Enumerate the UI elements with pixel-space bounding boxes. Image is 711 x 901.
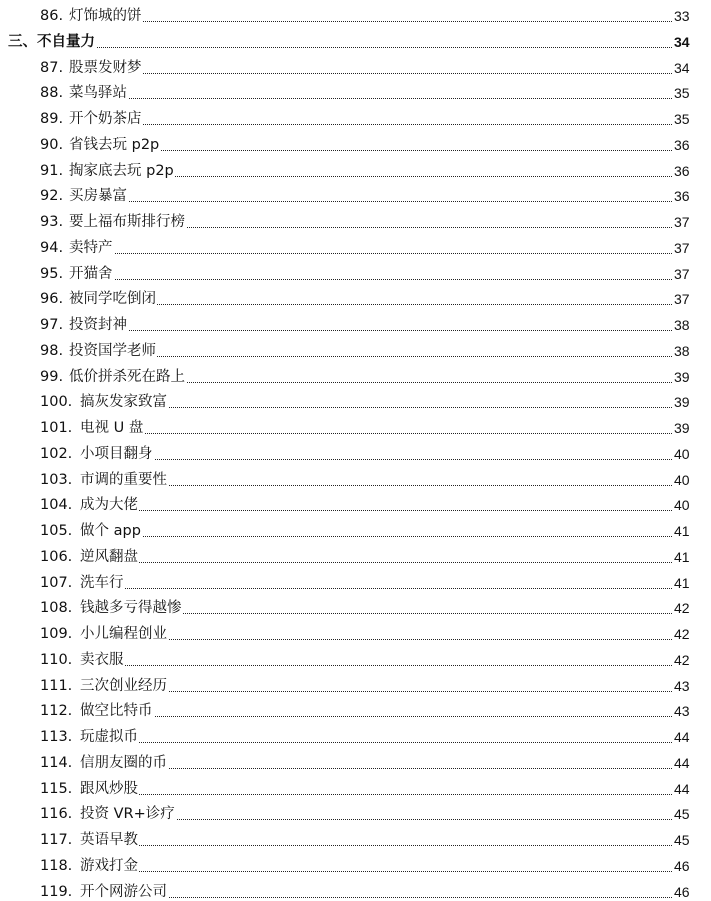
toc-entry-number: 114. xyxy=(40,754,73,771)
toc-entry[interactable] xyxy=(0,283,711,308)
toc-entry-title: 买房暴富 xyxy=(69,188,127,205)
toc-entry-title: 股票发财梦 xyxy=(69,59,142,76)
toc-entry-title: 卖衣服 xyxy=(80,651,124,668)
toc-entry-title: 跟风炒股 xyxy=(80,780,138,797)
toc-entry-number: 92. xyxy=(40,188,64,205)
toc-entry[interactable] xyxy=(0,773,711,798)
toc-entry-number: 96. xyxy=(40,291,64,308)
toc-entry[interactable] xyxy=(0,721,711,746)
toc-leader-dots xyxy=(90,407,672,408)
toc-entry[interactable] xyxy=(0,747,711,772)
toc-page-number: 37 xyxy=(674,291,690,308)
toc-page-number: 41 xyxy=(674,574,690,591)
toc-entry-title: 掏家底去玩 p2p xyxy=(69,162,174,179)
toc-entry-title: 小儿编程创业 xyxy=(80,626,167,642)
toc-entry-number: 86. xyxy=(40,8,64,24)
toc-entry[interactable] xyxy=(0,695,711,720)
toc-page-number: 45 xyxy=(674,832,690,848)
toc-page-number: 37 xyxy=(674,265,690,282)
toc-leader-dots xyxy=(79,356,672,357)
toc-entry-number: 88. xyxy=(40,85,64,102)
toc-entry-number: 110. xyxy=(40,651,73,668)
toc-page-number: 33 xyxy=(674,8,690,24)
toc-page-number: 46 xyxy=(674,883,690,900)
toc-entry-title: 三、不自量力 xyxy=(8,33,95,50)
toc-entry-number: 119. xyxy=(40,883,73,900)
toc-entry-title: 信朋友圈的币 xyxy=(80,754,167,771)
toc-entry[interactable] xyxy=(0,644,711,669)
toc-entry[interactable] xyxy=(0,412,711,437)
toc-leader-dots xyxy=(90,819,672,820)
toc-entry-number: 87. xyxy=(40,59,64,76)
toc-leader-dots xyxy=(90,691,672,692)
toc-entry-title: 做空比特币 xyxy=(80,703,153,720)
toc-entry-number: 97. xyxy=(40,317,64,333)
toc-entry[interactable] xyxy=(0,309,711,334)
toc-page-number: 35 xyxy=(674,85,690,102)
toc-leader-dots xyxy=(90,742,672,743)
toc-entry[interactable] xyxy=(0,180,711,205)
toc-page-number: 43 xyxy=(674,703,690,720)
toc-entry[interactable] xyxy=(0,618,711,643)
toc-entry[interactable] xyxy=(0,0,711,25)
toc-entry-title: 灯饰城的饼 xyxy=(69,8,142,24)
toc-entry-title: 洗车行 xyxy=(80,574,124,591)
toc-entry-title: 菜鸟驿站 xyxy=(69,85,127,102)
toc-leader-dots xyxy=(79,73,672,74)
toc-entry[interactable] xyxy=(0,52,711,77)
toc-page-number: 46 xyxy=(674,857,690,874)
toc-page-number: 44 xyxy=(674,780,690,797)
toc-page-number: 45 xyxy=(674,806,690,823)
toc-page-number: 37 xyxy=(674,239,690,256)
toc-entry[interactable] xyxy=(0,798,711,823)
toc-leader-dots xyxy=(90,510,672,511)
toc-entry[interactable] xyxy=(0,77,711,102)
toc-entry-number: 91. xyxy=(40,162,64,179)
toc-entry-number: 99. xyxy=(40,368,64,385)
toc-leader-dots xyxy=(90,459,672,460)
toc-leader-dots xyxy=(79,124,672,125)
toc-page-number: 42 xyxy=(674,600,690,617)
toc-entry-number: 102. xyxy=(40,445,73,462)
toc-entry[interactable] xyxy=(0,361,711,386)
toc-entry-number: 118. xyxy=(40,857,73,874)
toc-leader-dots xyxy=(79,304,672,305)
toc-entry-title: 投资封神 xyxy=(69,317,127,333)
toc-page-number: 40 xyxy=(674,497,690,514)
toc-leader-dots xyxy=(18,47,672,48)
toc-entry-title: 省钱去玩 p2p xyxy=(69,136,160,153)
toc-entry-title: 开猫舍 xyxy=(69,265,113,282)
toc-page-number: 38 xyxy=(674,317,690,333)
toc-leader-dots xyxy=(79,21,672,22)
toc-entry-number: 98. xyxy=(40,342,64,359)
toc-entry-title: 搞灰发家致富 xyxy=(80,394,167,411)
toc-entry[interactable] xyxy=(0,670,711,695)
toc-entry-number: 104. xyxy=(40,497,73,514)
toc-leader-dots xyxy=(79,201,672,202)
toc-entry-title: 要上福布斯排行榜 xyxy=(69,214,185,230)
toc-entry-number: 109. xyxy=(40,626,73,642)
toc-entry-number: 117. xyxy=(40,832,73,848)
toc-entry-number: 90. xyxy=(40,136,64,153)
toc-page-number: 44 xyxy=(674,729,690,745)
toc-entry-title: 市调的重要性 xyxy=(80,471,167,488)
toc-page-number: 36 xyxy=(674,188,690,205)
toc-entry-number: 94. xyxy=(40,239,64,256)
toc-page-number: 41 xyxy=(674,548,690,565)
toc-entry[interactable] xyxy=(0,386,711,411)
toc-leader-dots xyxy=(79,98,672,99)
toc-entry-number: 95. xyxy=(40,265,64,282)
toc-page-number: 34 xyxy=(674,33,690,50)
toc-page-number: 43 xyxy=(674,677,690,694)
toc-entry-title: 英语早教 xyxy=(80,832,138,848)
toc-page-number: 34 xyxy=(674,59,690,76)
toc-leader-dots xyxy=(90,562,672,563)
toc-entry-title: 玩虚拟币 xyxy=(80,729,138,745)
toc-entry[interactable] xyxy=(0,206,711,231)
toc-page-number: 35 xyxy=(674,111,690,127)
toc-entry[interactable] xyxy=(0,592,711,617)
toc-entry-title: 钱越多亏得越惨 xyxy=(80,600,182,617)
toc-page-number: 39 xyxy=(674,394,690,411)
toc-leader-dots xyxy=(90,768,672,769)
toc-page-number: 44 xyxy=(674,754,690,771)
toc-entry-number: 112. xyxy=(40,703,73,720)
toc-page-number: 39 xyxy=(674,420,690,436)
toc-entry-number: 111. xyxy=(40,677,73,694)
toc-leader-dots xyxy=(90,794,672,795)
toc-entry[interactable] xyxy=(0,541,711,566)
toc-entry-title: 投资国学老师 xyxy=(69,342,156,359)
toc-entry-number: 105. xyxy=(40,523,73,539)
toc-entry[interactable] xyxy=(0,824,711,849)
toc-page-number: 40 xyxy=(674,445,690,462)
toc-entry-title: 做个 app xyxy=(80,523,141,539)
toc-entry-title: 开个奶茶店 xyxy=(69,111,142,127)
toc-entry[interactable] xyxy=(0,850,711,875)
toc-entry[interactable] xyxy=(0,258,711,283)
toc-leader-dots xyxy=(90,716,672,717)
toc-section-heading[interactable] xyxy=(0,26,711,51)
toc-leader-dots xyxy=(90,536,672,537)
toc-page-number: 38 xyxy=(674,342,690,359)
toc-entry-number: 113. xyxy=(40,729,73,745)
toc-entry-title: 卖特产 xyxy=(69,239,113,256)
toc-page-number: 37 xyxy=(674,214,690,230)
toc-entry-title: 小项目翻身 xyxy=(80,445,153,462)
toc-page-number: 39 xyxy=(674,368,690,385)
toc-page-number: 42 xyxy=(674,626,690,642)
toc-entry-number: 101. xyxy=(40,420,73,436)
toc-leader-dots xyxy=(90,897,672,898)
toc-leader-dots xyxy=(90,639,672,640)
toc-leader-dots xyxy=(79,330,672,331)
toc-entry-title: 游戏打金 xyxy=(80,857,138,874)
toc-leader-dots xyxy=(90,588,672,589)
toc-entry-title: 成为大佬 xyxy=(80,497,138,514)
toc-leader-dots xyxy=(79,253,672,254)
toc-entry-number: 103. xyxy=(40,471,73,488)
toc-entry-number: 89. xyxy=(40,111,64,127)
toc-entry[interactable] xyxy=(0,876,711,901)
toc-entry-title: 开个网游公司 xyxy=(80,883,167,900)
toc-page-number: 36 xyxy=(674,162,690,179)
toc-leader-dots xyxy=(90,485,672,486)
toc-entry[interactable] xyxy=(0,489,711,514)
toc-page-number: 41 xyxy=(674,523,690,539)
toc-entry[interactable] xyxy=(0,335,711,360)
toc-entry-title: 投资 VR+诊疗 xyxy=(80,806,175,823)
toc-entry[interactable] xyxy=(0,232,711,257)
toc-entry-title: 被同学吃倒闭 xyxy=(69,291,156,308)
toc-entry-number: 100. xyxy=(40,394,73,411)
toc-entry-title: 低价拼杀死在路上 xyxy=(69,368,185,385)
toc-entry[interactable] xyxy=(0,155,711,180)
toc-entry[interactable] xyxy=(0,464,711,489)
toc-leader-dots xyxy=(90,871,672,872)
toc-page-number: 42 xyxy=(674,651,690,668)
toc-leader-dots xyxy=(90,433,672,434)
toc-entry[interactable] xyxy=(0,129,711,154)
toc-leader-dots xyxy=(90,845,672,846)
toc-entry[interactable] xyxy=(0,103,711,128)
toc-entry-number: 115. xyxy=(40,780,73,797)
toc-entry-number: 107. xyxy=(40,574,73,591)
toc-entry-title: 逆风翻盘 xyxy=(80,548,138,565)
toc-entry[interactable] xyxy=(0,515,711,540)
toc-leader-dots xyxy=(79,150,672,151)
toc-entry[interactable] xyxy=(0,567,711,592)
toc-page-number: 36 xyxy=(674,136,690,153)
toc-entry-number: 93. xyxy=(40,214,64,230)
toc-entry-number: 108. xyxy=(40,600,73,617)
toc-leader-dots xyxy=(90,665,672,666)
toc-entry[interactable] xyxy=(0,438,711,463)
toc-entry-title: 电视 U 盘 xyxy=(80,420,144,436)
toc-entry-number: 106. xyxy=(40,548,73,565)
toc-entry-number: 116. xyxy=(40,806,73,823)
toc-leader-dots xyxy=(79,279,672,280)
toc-entry-title: 三次创业经历 xyxy=(80,677,167,694)
toc-page-number: 40 xyxy=(674,471,690,488)
